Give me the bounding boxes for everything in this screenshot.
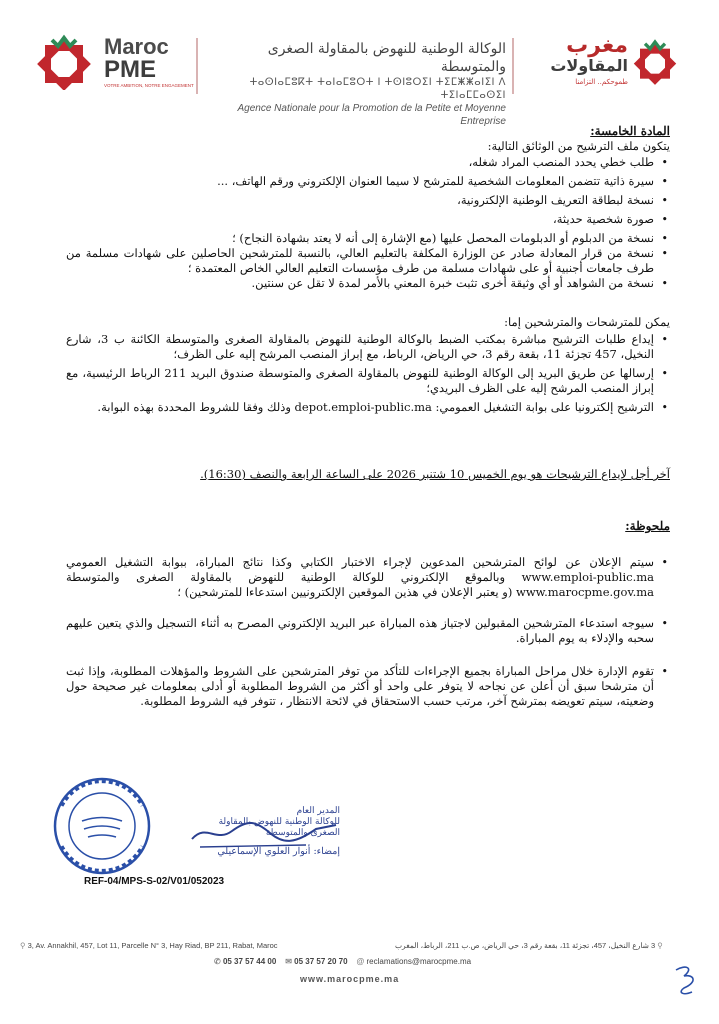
official-stamp-icon — [52, 776, 152, 876]
signatory-org-line-1: للوكالة الوطنية للنهوض بالمقاولة — [218, 817, 340, 827]
location-pin-icon: ⚲ — [20, 941, 26, 950]
list-item: • تقوم الإدارة خلال مراحل المباراة بجميع الإجراءات للتأكد من توفر المترشحين على الشروط والمؤهلات المطلوبة، وإذا ثبت أن مترشحا سبق أن أعلن عن نجاحه لا يتوفر على واحد أو أكثر من الشروط المطلوبة أو أدلى بمعلومات غير صحيحة حول وضعيته، سيتم تعويضه بمترشح آخر، مرتب حسب الاستحقاق في لائحة الانتظار ، تتوفر فيه الشروط المطلوبة. — [66, 664, 670, 709]
list-item: • نسخة من الدبلوم أو الدبلومات المحصل عليها (مع الإشارة إلى أنه لا يعتد بشهادة النجاح) ؛ — [66, 231, 670, 246]
fax-number: 05 37 57 20 70 — [294, 957, 348, 966]
phone-number: 05 37 57 44 00 — [222, 957, 277, 966]
address-french-text: 3, Av. Annakhil, 457, Lot 11, Parcelle N° 3, Hay Riad, BP 211, Rabat, Maroc — [27, 941, 278, 950]
signatory-role: المدير العام — [296, 806, 340, 816]
list-item: • سيوجه استدعاء المترشحين المقبولين لاجتياز هذه المباراة عبر البريد الإلكتروني المصرح به أثناء التسجيل والذي يتعين عليهم سحبه والإدلاء به يوم المباراة. — [66, 616, 670, 646]
footer-address-arabic — [395, 941, 663, 950]
footer-address-french — [20, 941, 278, 950]
article-title — [420, 124, 670, 139]
location-pin-icon: ⚲ — [657, 941, 663, 950]
deposit-intro: يمكن للمترشحات والمترشحين إما: — [504, 315, 670, 329]
deposit-methods-list — [66, 332, 670, 415]
notes-list — [66, 555, 670, 709]
signatory-org-line-2: الصغرى والمتوسطة — [265, 828, 340, 838]
list-item: • سيتم الإعلان عن لوائح المترشحين المدعوين لإجراء الاختبار الكتابي وكذا نتائج المباراة، ببوابة التشغيل العمومي www.emploi-public.ma وبالموقع الإلكتروني للوكالة الوطنية للنهوض بالمقاولة الصغرى والمتوسطة www.marocpme.gov.ma (و يعتبر الإعلان في هذين الموقعين الإلكترونيين استدعاءا للمترشحين) ؛ — [66, 555, 670, 600]
phone-icon: ✆ — [214, 957, 221, 966]
maghrib-almoukawalat-logo — [530, 34, 680, 96]
footer-contacts — [214, 957, 471, 966]
list-item: • نسخة لبطاقة التعريف الوطنية الإلكترونية، — [66, 193, 670, 208]
reference-code: REF-04/MPS-S-02/V01/052023 — [84, 876, 225, 887]
article-title-text: المادة الخامسة: — [590, 124, 670, 138]
header-divider-left — [196, 38, 198, 94]
header-divider-right — [512, 38, 514, 94]
logo-word-maroc: Maroc — [104, 34, 169, 59]
list-item: • إيداع طلبات الترشيح مباشرة بمكتب الضبط بالوكالة الوطنية للنهوض بالمقاولة الصغرى والمتوسطة الكائنة ب 3، شارع النخيل، 457 تجزئة 11، بقعة رقم 3، حي الرياض، الرباط، مع إبراز المنصب المرشح إليه على الظرف؛ — [66, 332, 670, 362]
logo-word-maghrib: مغرب — [566, 33, 628, 58]
article-intro: يتكون ملف الترشيح من الوثائق التالية: — [487, 139, 670, 153]
maroc-pme-emblem-icon — [34, 34, 94, 90]
logo-tagline: VOTRE AMBITION, NOTRE ENGAGEMENT — [104, 83, 194, 88]
agency-name-block — [200, 40, 506, 128]
documents-list — [66, 155, 670, 291]
website-link[interactable]: www.marocpme.ma — [300, 974, 400, 984]
list-item: • إرسالها عن طريق البريد إلى الوكالة الوطنية للنهوض بالمقاولة الصغرى والمتوسطة صندوق البريد 211 الرباط الرئيسية، مع إبراز المنصب المرشح إليه على الظرف البريدي؛ — [66, 366, 670, 396]
handwritten-initials-icon — [672, 962, 702, 998]
agency-name-tifinagh: ⵜⴰⵙⵏⴰⵎⵓⴽⵜ ⵜⴰⵏⴰⵎⵓⵔⵜ ⵏ ⵜⵙⵏⵓⵔⵉⵏ ⵜⵉⵎⵥⵥⴰⵏⵉⵏ ⴷ ⵜⵉⵏⴰⵎⵎⴰⵙⵉⵏ — [249, 77, 506, 101]
fax-icon: ✉ — [285, 957, 292, 966]
agency-name-arabic: الوكالة الوطنية للنهوض بالمقاولة الصغرى والمتوسطة — [267, 41, 506, 75]
list-item: • الترشيح إلكترونيا على بوابة التشغيل العمومي: depot.emploi-public.ma وذلك وفقا للشروط المحددة بهذه البوابة. — [66, 400, 670, 415]
agency-name-french: Agence Nationale pour la Promotion de la Petite et Moyenne Entreprise — [237, 103, 506, 127]
logo-word-pme: PME — [104, 56, 157, 83]
list-item: • طلب خطي يحدد المنصب المراد شغله، — [66, 155, 670, 170]
maroc-pme-wordmark — [104, 36, 169, 82]
maghrib-emblem-icon — [630, 36, 680, 88]
logo-word-almoukawalat: المقاولات — [550, 56, 628, 75]
list-item: • نسخة من الشواهد أو أي وثيقة أخرى تثبت خبرة المعني بالأمر لمدة لا تقل عن سنتين. — [66, 276, 670, 291]
email-icon: @ — [356, 957, 365, 966]
notes-title-text: ملحوظة: — [625, 519, 670, 533]
address-arabic-text: 3 شارع النخيل، 457، تجزئة 11، بقعة رقم 3، حي الرياض، ص.ب 211، الرباط، المغرب — [395, 941, 656, 950]
notes-title — [420, 519, 670, 534]
deadline-text: آخر أجل لإيداع الترشيحات هو يوم الخميس 10 شتنبر 2026 على الساعة الرابعة والنصف (16:30). — [200, 467, 670, 481]
logo-tagline-arabic: طموحكم.. التزامنا — [575, 78, 628, 86]
email-address[interactable]: reclamations@marocpme.ma — [366, 957, 472, 966]
list-item: • صورة شخصية حديثة، — [66, 212, 670, 227]
signatory-name: إمضاء: أنوار العلوي الإسماعيلي — [217, 846, 340, 857]
list-item: • نسخة من قرار المعادلة صادر عن الوزارة المكلفة بالتعليم العالي، بالنسبة للمترشحين الحاصلين على شهادات مسلمة من طرف جامعات أجنبية أو على شهادات مسلمة من طرف مؤسسات التعليم العالي الخاص المعتمدة ؛ — [66, 246, 670, 276]
maroc-pme-logo — [34, 34, 214, 94]
list-item: • سيرة ذاتية تتضمن المعلومات الشخصية للمترشح لا سيما العنوان الإلكتروني ورقم الهاتف، ... — [66, 174, 670, 189]
